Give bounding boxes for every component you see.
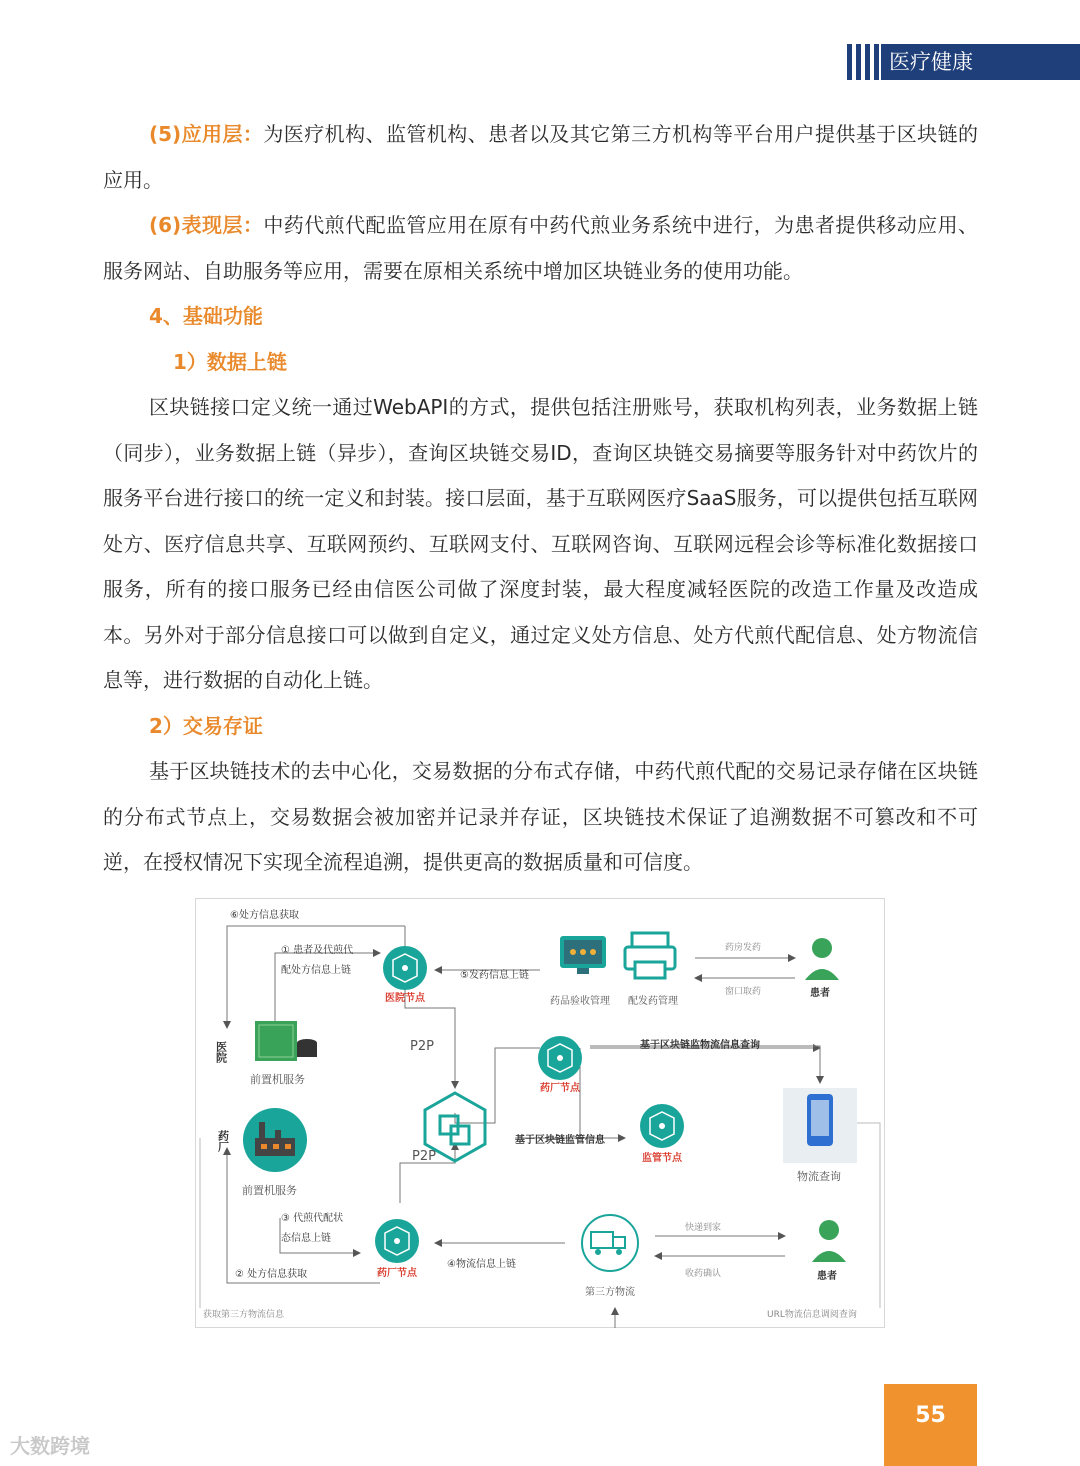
hospital-node-icon xyxy=(383,946,427,990)
watermark-text: 大数跨境 xyxy=(10,1434,90,1458)
third-party-logistics-label: 第三方物流 xyxy=(585,1287,635,1298)
p2p-label-1: P2P xyxy=(410,1039,434,1054)
paragraph-application-layer: (5)应用层：为医疗机构、监管机构、患者以及其它第三方机构等平台用户提供基于区块链的应用。 xyxy=(103,122,979,192)
heading-basic-functions: 4、基础功能 xyxy=(149,304,263,328)
p2p-label-2: P2P xyxy=(412,1149,436,1164)
patient-2-icon xyxy=(812,1220,846,1262)
phone-icon xyxy=(783,1088,857,1163)
receipt-confirm-label: 收药确认 xyxy=(685,1269,722,1279)
step1-label-b: 配处方信息上链 xyxy=(281,965,351,976)
computer-icon xyxy=(560,936,606,974)
printer-icon xyxy=(625,933,675,978)
factory-icon xyxy=(243,1108,307,1172)
step3-label-b: 态信息上链 xyxy=(281,1233,331,1244)
express-delivery-label: 快递到家 xyxy=(685,1223,722,1233)
paragraph-presentation-layer: (6)表现层：中药代煎代配监管应用在原有中药代煎业务系统中进行，为患者提供移动应用、服务网站、自助服务等应用，需要在原相关系统中增加区块链业务的使用功能。 xyxy=(103,213,979,283)
pharma-node-top-label: 药厂节点 xyxy=(540,1083,580,1094)
pharma-node-bottom-label: 药厂节点 xyxy=(377,1268,417,1279)
heading-transaction-evidence: 2）交易存证 xyxy=(149,713,263,738)
label-presentation-layer: (6)表现层： xyxy=(149,213,264,237)
step4-label: ④物流信息上链 xyxy=(447,1259,516,1270)
hospital-side-label: 医院 xyxy=(214,1041,228,1063)
logistics-query-text: 物流查询 xyxy=(797,1170,841,1183)
truck-icon xyxy=(582,1215,638,1271)
heading-data-on-chain: 1）数据上链 xyxy=(173,349,287,374)
article-body xyxy=(103,112,978,886)
step5-label: ⑤发药信息上链 xyxy=(460,970,529,981)
pharma-side-label: 药厂 xyxy=(216,1130,230,1152)
get-logistics-info-label: 获取第三方物流信息 xyxy=(203,1310,285,1320)
drug-check-label: 药品验收管理 xyxy=(550,996,610,1007)
frontend-server-2-label: 前置机服务 xyxy=(242,1184,297,1197)
label-application-layer: (5)应用层： xyxy=(149,122,264,146)
hospital-node-label: 医院节点 xyxy=(385,993,425,1004)
step2-label: ② 处方信息获取 xyxy=(235,1269,308,1280)
paragraph-data-on-chain: 区块链接口定义统一通过WebAPI的方式，提供包括注册账号，获取机构列表，业务数据上链（同步），业务数据上链（异步），查询区块链交易ID，查询区块链交易摘要等服务针对中药饮片的服务平台进行接口的统一定义和封装。接口层面，基于互联网医疗SaaS服务，可以提供包括互联网处方、医疗信息共享、互联网预约、互联网支付、互联网咨询、互联网远程会诊等标准化数据接口服务，所有的接口服务已经由信医公司做了深度封装，最大程度减轻医院的改造工作量及改造成本。另外对于部分信息接口可以做到自定义，通过定义处方信息、处方代煎代配信息、处方物流信息等，进行数据的自动化上链。 xyxy=(103,395,978,692)
blockchain-flow-diagram xyxy=(195,898,885,1328)
logistics-query-label: 基于区块链监物流信息查询 xyxy=(640,1040,760,1051)
patient-1-label: 患者 xyxy=(810,988,830,999)
step1-label-a: ① 患者及代煎代 xyxy=(281,945,354,956)
step3-label-a: ③ 代煎代配状 xyxy=(281,1213,344,1224)
step6-label: ⑥处方信息获取 xyxy=(230,910,299,921)
frontend-server-1-label: 前置机服务 xyxy=(250,1073,305,1086)
patient-1-icon xyxy=(805,938,839,980)
pharma-node-top-icon xyxy=(538,1036,582,1080)
window-pickup-label: 窗口取药 xyxy=(725,987,762,997)
pharmacy-dispense-label: 药房发药 xyxy=(725,943,762,953)
patient-2-label: 患者 xyxy=(817,1271,837,1282)
section-header xyxy=(845,44,1080,80)
url-logistics-query-label: URL物流信息调阅查询 xyxy=(767,1310,857,1320)
dispense-mgmt-label: 配发药管理 xyxy=(628,996,678,1007)
supervision-node-label: 监管节点 xyxy=(642,1153,682,1164)
frontend-server-1-icon xyxy=(255,1021,317,1061)
pharma-node-bottom-icon xyxy=(375,1219,419,1263)
supervision-label: 基于区块链监管信息 xyxy=(515,1135,605,1146)
supervision-node-icon xyxy=(640,1104,684,1148)
page-number: 55 xyxy=(884,1384,977,1466)
section-title: 医疗健康 xyxy=(881,44,1080,80)
paragraph-transaction-evidence: 基于区块链技术的去中心化，交易数据的分布式存储，中药代煎代配的交易记录存储在区块链的分布式节点上，交易数据会被加密并记录并存证，区块链技术保证了追溯数据不可篡改和不可逆，在授权情况下实现全流程追溯，提供更高的数据质量和可信度。 xyxy=(103,759,978,874)
